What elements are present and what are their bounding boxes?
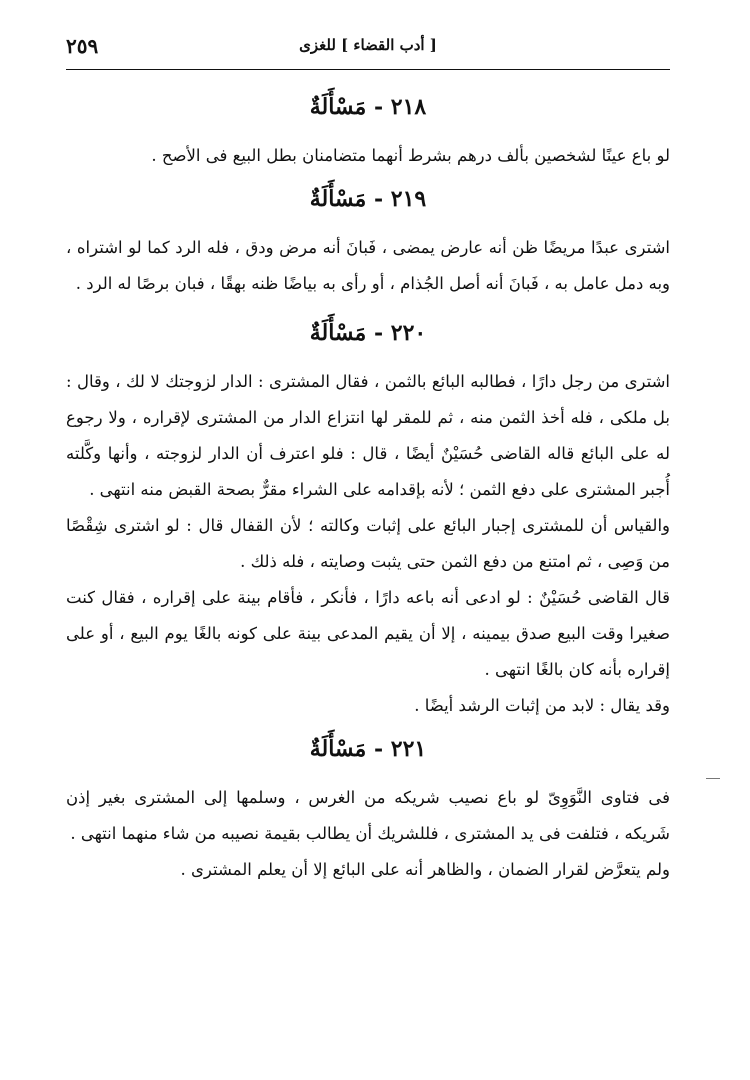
paragraph: وقد يقال : لابد من إثبات الرشد أيضًا . xyxy=(414,696,670,715)
page-number: ٢٥٩ xyxy=(66,34,99,58)
paragraph: قال القاضى حُسَيْنٌ : لو ادعى أنه باعه دارًا ، فأنكر ، فأقام بينة على إقراره ، فقال كنت صغيرا وقت البيع صدق بيمينه ، إلا أن يقيم المدعى بينة على كونه بالغًا يوم البيع ، أو على إقراره بأنه كان بالغًا انتهى . xyxy=(66,588,670,679)
paragraph: اشترى عبدًا مريضًا ظن أنه عارض يمضى ، فَبانَ أنه مرض ودق ، فله الرد كما لو اشتراه ، وبه دمل عامل به ، فَبانَ أنه أصل الجُذام ، أو رأى به بياضًا ظنه بهقًا ، فبان برصًا له الرد . xyxy=(66,238,670,293)
section-heading-221: ٢٢١ - مَسْأَلَةٌ xyxy=(309,736,427,762)
section-heading-219: ٢١٩ - مَسْأَلَةٌ xyxy=(309,186,427,212)
section-heading-218: ٢١٨ - مَسْأَلَةٌ xyxy=(309,94,427,120)
paragraph: والقياس أن للمشترى إجبار البائع على إثبات وكالته ؛ لأن القفال قال : لو اشترى شِقْصًا من وَصِى ، ثم امتنع من دفع الثمن حتى يثبت وصايته ، فله ذلك . xyxy=(66,516,670,571)
paragraph: فى فتاوى النَّوَوِىّ لو باع نصيب شريكه من الغرس ، وسلمها إلى المشترى بغير إذن شَريكه ، فتلفت فى يد المشترى ، فللشريك أن يطالب بقيمة نصيبه من شاء منهما انتهى . xyxy=(66,788,670,843)
running-header xyxy=(66,30,670,68)
margin-mark xyxy=(706,778,720,779)
running-title: [ أدب القضاء ] للغزى xyxy=(299,36,437,54)
paragraph: لو باع عينًا لشخصين بألف درهم بشرط أنهما متضامنان بطل البيع فى الأصح . xyxy=(151,146,670,165)
header-rule xyxy=(66,69,670,70)
page-body xyxy=(66,82,670,888)
paragraph: اشترى من رجل دارًا ، فطالبه البائع بالثمن ، فقال المشترى : الدار لزوجتك لا لك ، وقال : بل ملكى ، فله أخذ الثمن منه ، ثم للمقر لها انتزاع الدار من المشترى لإقراره ، ولا رجوع له على البائع قاله القاضى حُسَيْنٌ أيضًا ، قال : فلو اعترف أن الدار لزوجته ، وأنها وكَّلته أُجبر المشترى على دفع الثمن ؛ لأنه بإقدامه على الشراء مقرٌّ بصحة القبض منه انتهى . xyxy=(66,372,670,499)
section-heading-220: ٢٢٠ - مَسْأَلَةٌ xyxy=(309,320,427,346)
paragraph: ولم يتعرَّض لقرار الضمان ، والظاهر أنه على البائع إلا أن يعلم المشترى . xyxy=(180,860,670,879)
